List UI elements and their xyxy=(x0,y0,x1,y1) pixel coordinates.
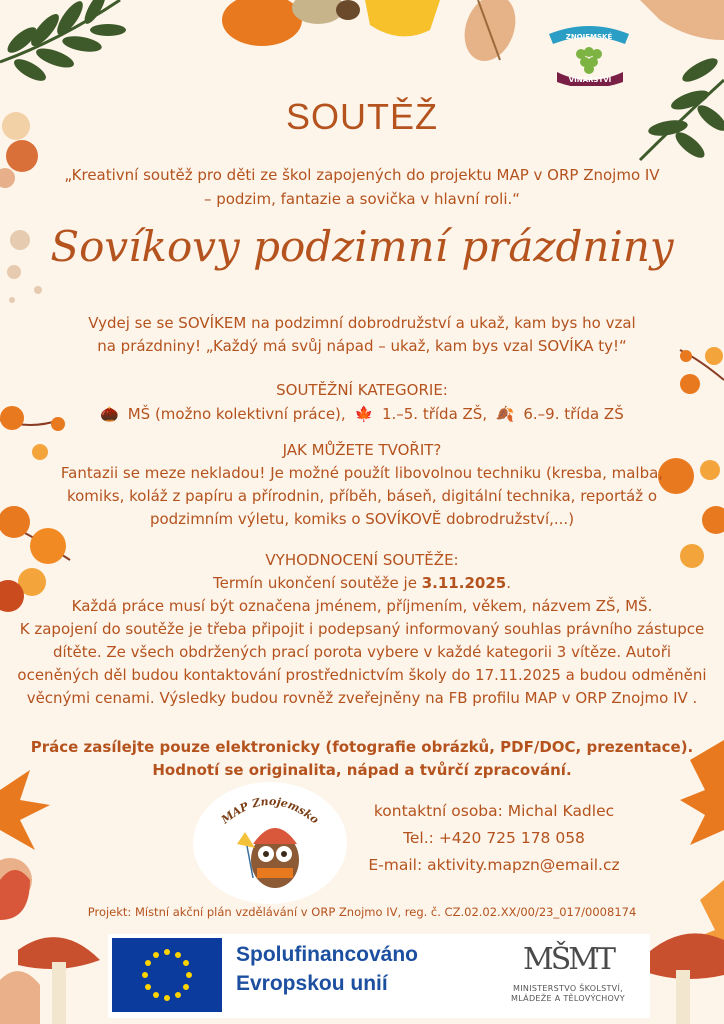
msmt-line-2: MLÁDEŽE A TĚLOVÝCHOVY xyxy=(511,994,625,1003)
headline: Sovíkovy podzimní prázdniny xyxy=(50,222,674,271)
how-heading: JAK MŮŽETE TVOŘIT? xyxy=(282,441,442,459)
deadline-line xyxy=(0,572,724,595)
deadline-date: 3.11.2025 xyxy=(421,574,507,592)
mushrooms-bottom-right xyxy=(640,933,724,1024)
deadline-suffix: . xyxy=(506,574,511,592)
intro-text xyxy=(62,163,662,211)
contact-block xyxy=(352,798,636,879)
project-info: Projekt: Místní akční plán vzdělávání v ORP Znojmo IV, reg. č. CZ.02.02.XX/00/23_017/0008174 xyxy=(87,905,637,919)
logo-top-text: ZNOJEMSKÉ xyxy=(565,33,613,41)
page-title: SOUTĚŽ xyxy=(285,96,438,137)
contact-email: E-mail: aktivity.mapzn@email.cz xyxy=(368,856,620,874)
category-zs-1-5: 1.–5. třída ZŠ, xyxy=(381,405,488,423)
contact-person: kontaktní osoba: Michal Kadlec xyxy=(373,802,615,820)
funding-logos xyxy=(108,934,650,1018)
autumn-leaves-top xyxy=(222,0,524,68)
how-line-2: komiks, koláž z papíru a přírodnin, příběh, báseň, digitální technika, reportáž o xyxy=(66,487,658,505)
znojemske-vinarstvi-logo xyxy=(547,22,631,86)
eval-line-4: oceněných děl budou kontaktování prostřednictvím školy do 17.11.2025 a budou odměněni xyxy=(17,666,707,684)
logo-bottom-text: VINAŘSTVÍ xyxy=(568,76,612,84)
owl-icon xyxy=(193,782,347,904)
eu-line-1: Spolufinancováno xyxy=(236,943,419,966)
how-line-3: podzimním výletu, komiks o SOVÍKOVĚ dobrodružství,...) xyxy=(149,510,575,528)
msmt-logo xyxy=(486,936,650,1016)
intro-line-1: „Kreativní soutěž pro děti ze škol zapojených do projektu MAP v ORP Znojmo IV xyxy=(64,166,660,184)
svg-text:MAP Znojemsko xyxy=(218,795,321,827)
eval-heading: VYHODNOCENÍ SOUTĚŽE: xyxy=(265,551,459,569)
intro-line-2: – podzim, fantazie a sovička v hlavní roli.“ xyxy=(203,190,521,208)
eu-stars-icon xyxy=(112,938,222,1012)
category-zs-6-9: 6.–9. třída ZŠ xyxy=(523,405,624,423)
how-line-1: Fantazii se meze nekladou! Je možné použít libovolnou techniku (kresba, malba, xyxy=(60,464,664,482)
eval-line-1: Každá práce musí být označena jménem, příjmením, věkem, názvem ZŠ, MŠ. xyxy=(71,597,653,615)
eval-line-3: dítěte. Ze všech obdržených prací porota vybere v každé kategorii 3 vítěze. Autoři xyxy=(52,643,672,661)
invite-line-2: na prázdniny! „Každý má svůj nápad – ukaž, kam bys vzal SOVÍKA ty!“ xyxy=(97,337,627,355)
contact-phone: Tel.: +420 725 178 058 xyxy=(403,829,585,847)
eval-line-2: K zapojení do soutěže je třeba připojit i podepsaný informovaný souhlas právního zástupce xyxy=(19,620,705,638)
send-line-2: Hodnotí se originalita, nápad a tvůrčí zpracování. xyxy=(152,761,572,779)
fern-leaf-top-left xyxy=(0,0,126,85)
how-text xyxy=(0,462,724,531)
owl-logo-text: MAP Znojemsko xyxy=(218,794,322,827)
eval-line-5: věcnými cenami. Výsledky budou rovněž zveřejněny na FB profilu MAP v ORP Znojmo IV . xyxy=(26,689,698,707)
eu-flag-icon xyxy=(112,938,222,1012)
invite-line-1: Vydej se se SOVÍKEM na podzimní dobrodružství a ukaž, kam bys ho vzal xyxy=(88,314,636,332)
eu-line-2: Evropskou unií xyxy=(236,972,388,995)
categories-heading: SOUTĚŽNÍ KATEGORIE: xyxy=(276,381,448,399)
mushrooms-bottom-left xyxy=(0,870,100,1024)
acorn-icon: 🌰 xyxy=(100,405,119,423)
category-ms: MŠ (možno kolektivní práce), xyxy=(127,405,346,423)
eval-text xyxy=(0,595,724,710)
map-znojemsko-logo xyxy=(193,782,347,904)
invite-text xyxy=(0,312,724,358)
msmt-line-1: MINISTERSTVO ŠKOLSTVÍ, xyxy=(513,984,623,993)
maple-leaf-icon: 🍁 xyxy=(354,405,374,423)
eu-cofunded-text xyxy=(236,940,418,998)
msmt-logo-mark: MŠMT xyxy=(523,942,613,977)
send-line-1: Práce zasílejte pouze elektronicky (fotografie obrázků, PDF/DOC, prezentace). xyxy=(30,738,694,756)
fallen-leaf-icon: 🍂 xyxy=(495,405,515,423)
deadline-prefix: Termín ukončení soutěže je xyxy=(213,574,422,592)
send-instructions xyxy=(0,736,724,782)
categories-list xyxy=(0,403,724,426)
grape-logo-icon xyxy=(547,22,631,86)
